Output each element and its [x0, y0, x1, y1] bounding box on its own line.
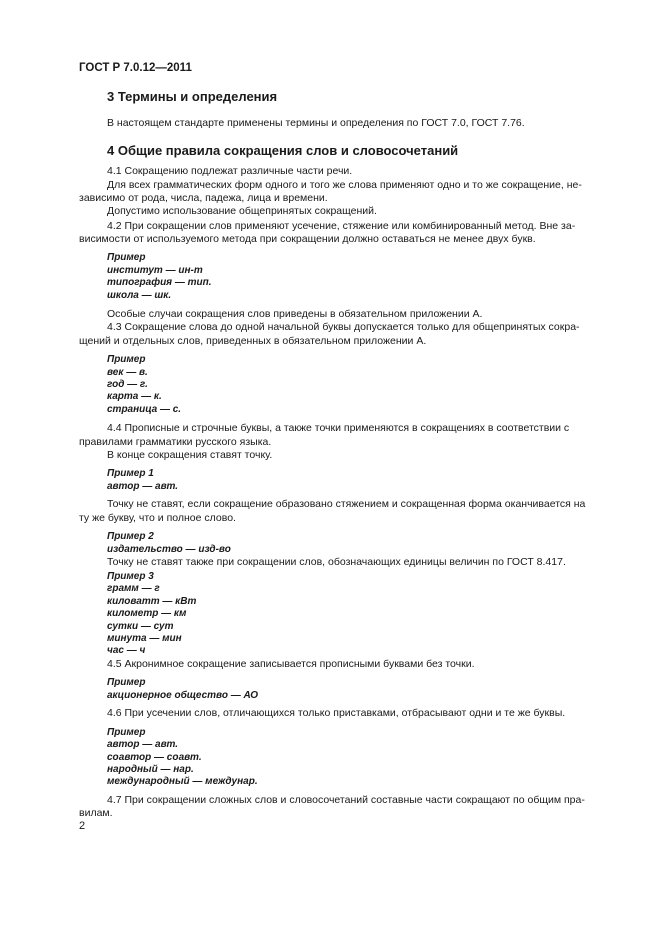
example-line: грамм — г	[107, 583, 160, 594]
example-line: карта — к.	[107, 391, 162, 402]
paragraph-4-2-line-2: висимости от используемого метода при сокращении должно оставаться не менее двух букв.	[79, 233, 536, 245]
example-line: киловатт — кВт	[107, 596, 197, 607]
paragraph-4-7-line-1: 4.7 При сокращении сложных слов и словосочетаний составные части сокращают по общим пра-	[107, 794, 585, 806]
example-label: Пример 3	[107, 571, 154, 582]
paragraph-dot: В конце сокращения ставят точку.	[107, 449, 273, 461]
example-line: год — г.	[107, 379, 148, 390]
example-line: институт — ин-т	[107, 265, 203, 276]
paragraph-4-3-line-2: щений и отдельных слов, приведенных в обязательном приложении А.	[79, 335, 427, 347]
paragraph-nodot-line-2: ту же букву, что и полное слово.	[79, 512, 236, 524]
example-line: народный — нар.	[107, 764, 194, 775]
example-label: Пример	[107, 252, 146, 263]
paragraph-4-3-line-1: 4.3 Сокращение слова до одной начальной буквы допускается только для общепринятых сокра-	[107, 321, 580, 333]
example-line: автор — авт.	[107, 481, 179, 492]
example-label: Пример	[107, 354, 146, 365]
paragraph-nodot-line-1: Точку не ставят, если сокращение образовано стяжением и сокращенная форма оканчивается на	[107, 498, 586, 510]
example-label: Пример 2	[107, 531, 154, 542]
example-line: сутки — сут	[107, 621, 174, 632]
paragraph-4-7-line-2: вилам.	[79, 807, 113, 819]
page-number: 2	[79, 820, 86, 832]
paragraph-units: Точку не ставят также при сокращении слов, обозначающих единицы величин по ГОСТ 8.417.	[107, 556, 566, 568]
example-label: Пример	[107, 677, 146, 688]
example-line: соавтор — соавт.	[107, 752, 202, 763]
paragraph-special: Особые случаи сокращения слов приведены в обязательном приложении А.	[107, 308, 483, 320]
paragraph-4-4-line-1: 4.4 Прописные и строчные буквы, а также точки применяются в сокращениях в соответствии с	[107, 422, 570, 434]
example-line: минута — мин	[107, 633, 182, 644]
paragraph-forms-line-2: зависимо от рода, числа, падежа, лица и времени.	[79, 192, 328, 204]
example-line: международный — междунар.	[107, 776, 258, 787]
paragraph-4-2-line-1: 4.2 При сокращении слов применяют усечение, стяжение или комбинированный метод. Вне за-	[107, 220, 576, 232]
paragraph-forms-line-1: Для всех грамматических форм одного и того же слова применяют одно и то же сокращение, не-	[107, 179, 582, 191]
section-4-title: 4 Общие правила сокращения слов и словосочетаний	[107, 143, 459, 158]
example-label: Пример 1	[107, 468, 154, 479]
section-3-text: В настоящем стандарте применены термины и определения по ГОСТ 7.0, ГОСТ 7.76.	[107, 117, 525, 129]
example-line: час — ч	[107, 645, 146, 656]
paragraph-4-1: 4.1 Сокращению подлежат различные части речи.	[107, 165, 353, 177]
paragraph-4-5: 4.5 Акронимное сокращение записывается прописными буквами без точки.	[107, 658, 475, 670]
example-line: типография — тип.	[107, 277, 212, 288]
example-line: страница — с.	[107, 404, 182, 415]
paragraph-4-4-line-2: правилами грамматики русского языка.	[79, 436, 272, 448]
paragraph-common: Допустимо использование общепринятых сокращений.	[107, 205, 377, 217]
example-line: акционерное общество — АО	[107, 690, 259, 701]
document-header: ГОСТ Р 7.0.12—2011	[79, 62, 192, 74]
example-label: Пример	[107, 727, 146, 738]
example-line: школа — шк.	[107, 290, 172, 301]
example-line: километр — км	[107, 608, 187, 619]
example-line: век — в.	[107, 367, 148, 378]
section-3-title: 3 Термины и определения	[107, 89, 278, 104]
example-line: издательство — изд-во	[107, 544, 231, 555]
paragraph-4-6: 4.6 При усечении слов, отличающихся только приставками, отбрасывают одни и те же буквы.	[107, 707, 566, 719]
example-line: автор — авт.	[107, 739, 179, 750]
